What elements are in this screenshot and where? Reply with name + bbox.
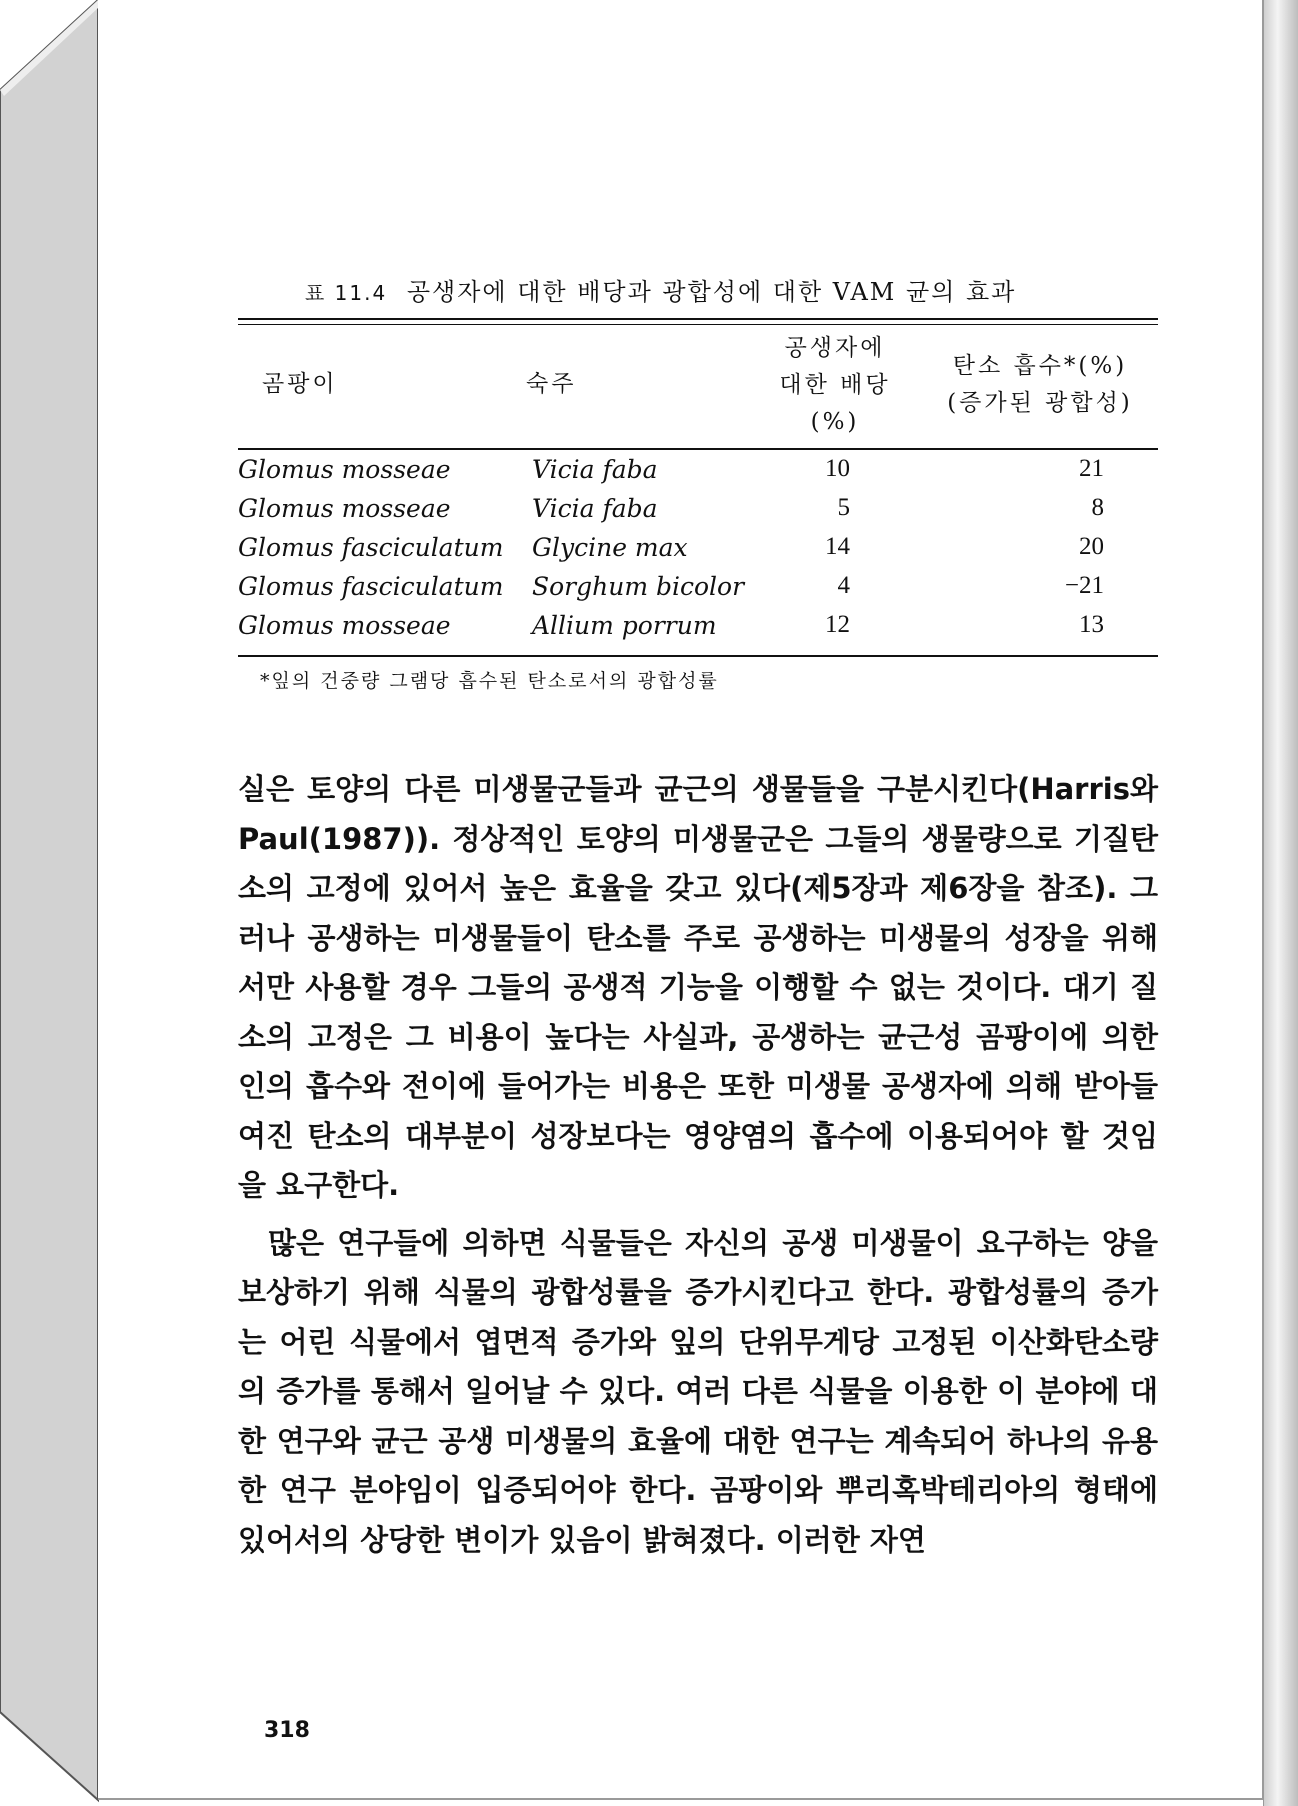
table-title: 공생자에 대한 배당과 광합성에 대한 VAM 균의 효과 [406, 278, 1017, 306]
header-carbon [920, 348, 1160, 422]
body-text [238, 765, 1158, 1565]
header-host: 숙주 [526, 371, 577, 397]
cell-fungus: Glomus mosseae [238, 455, 451, 484]
cell-fungus: Glomus fasciculatum [238, 533, 504, 562]
cell-share: 10 [825, 455, 850, 482]
cell-carbon: −21 [1064, 572, 1104, 599]
header-fungus: 곰팡이 [262, 371, 338, 397]
table-row [238, 572, 1158, 611]
cell-share: 12 [825, 611, 850, 638]
table-footnote: *잎의 건중량 그램당 흡수된 탄소로서의 광합성률 [260, 670, 719, 692]
cell-host: Allium porrum [532, 611, 717, 640]
table-row [238, 455, 1158, 494]
cell-host: Sorghum bicolor [532, 572, 745, 601]
cell-carbon: 13 [1079, 611, 1104, 638]
cell-host: Vicia faba [532, 455, 658, 484]
cell-carbon: 21 [1079, 455, 1104, 482]
table-rule-header [238, 448, 1158, 450]
cell-carbon: 8 [1091, 494, 1104, 521]
cell-fungus: Glomus mosseae [238, 611, 451, 640]
table-rule-top [238, 318, 1158, 320]
table-rule-bottom [238, 655, 1158, 657]
cell-host: Vicia faba [532, 494, 658, 523]
cell-share: 4 [837, 572, 850, 599]
cell-share: 5 [837, 494, 850, 521]
table-number: 표 11.4 [305, 281, 388, 305]
page-number: 318 [264, 1718, 310, 1743]
paragraph: 실은 토양의 다른 미생물군들과 균근의 생물들을 구분시킨다(Harris와 Paul(1987)). 정상적인 토양의 미생물군은 그들의 생물량으로 기질탄소의 고정에 있어서 높은 효율을 갖고 있다(제5장과 제6장을 참조). 그러나 공생하는 미생물들이 탄소를 주로 공생하는 미생물의 성장을 위해서만 사용할 경우 그들의 공생적 기능을 이행할 수 없는 것이다. 대기 질소의 고정은 그 비용이 높다는 사실과, 공생하는 균근성 곰팡이에 의한 인의 흡수와 전이에 들어가는 비용은 또한 미생물 공생자에 의해 받아들여진 탄소의 대부분이 성장보다는 영양염의 흡수에 이용되어야 할 것임을 요구한다. [238, 772, 1158, 1202]
header-share-line3: (%) [810, 409, 860, 435]
header-carbon-line2: (증가된 광합성) [947, 390, 1133, 416]
cell-share: 14 [825, 533, 850, 560]
table-rule-top-thin [238, 324, 1158, 325]
header-share-line1: 공생자에 [784, 335, 886, 361]
table-row [238, 494, 1158, 533]
table-body [238, 455, 1158, 650]
cell-host: Glycine max [532, 533, 688, 562]
table-row [238, 611, 1158, 650]
header-carbon-line1: 탄소 흡수*(%) [952, 353, 1128, 379]
table-row [238, 533, 1158, 572]
header-share [760, 330, 910, 441]
header-share-line2: 대한 배당 [779, 372, 891, 398]
table-caption [305, 272, 1105, 307]
page-edge [1263, 0, 1298, 1806]
cell-fungus: Glomus fasciculatum [238, 572, 504, 601]
cell-carbon: 20 [1079, 533, 1104, 560]
paragraph: 많은 연구들에 의하면 식물들은 자신의 공생 미생물이 요구하는 양을 보상하기 위해 식물의 광합성률을 증가시킨다고 한다. 광합성률의 증가는 어린 식물에서 엽면적 증가와 잎의 단위무게당 고정된 이산화탄소량의 증가를 통해서 일어날 수 있다. 여러 다른 식물을 이용한 이 분야에 대한 연구와 균근 공생 미생물의 효율에 대한 연구는 계속되어 하나의 유용한 연구 분야임이 입증되어야 한다. 곰팡이와 뿌리혹박테리아의 형태에 있어서의 상당한 변이가 있음이 밝혀졌다. 이러한 자연 [238, 1225, 1158, 1557]
cell-fungus: Glomus mosseae [238, 494, 451, 523]
